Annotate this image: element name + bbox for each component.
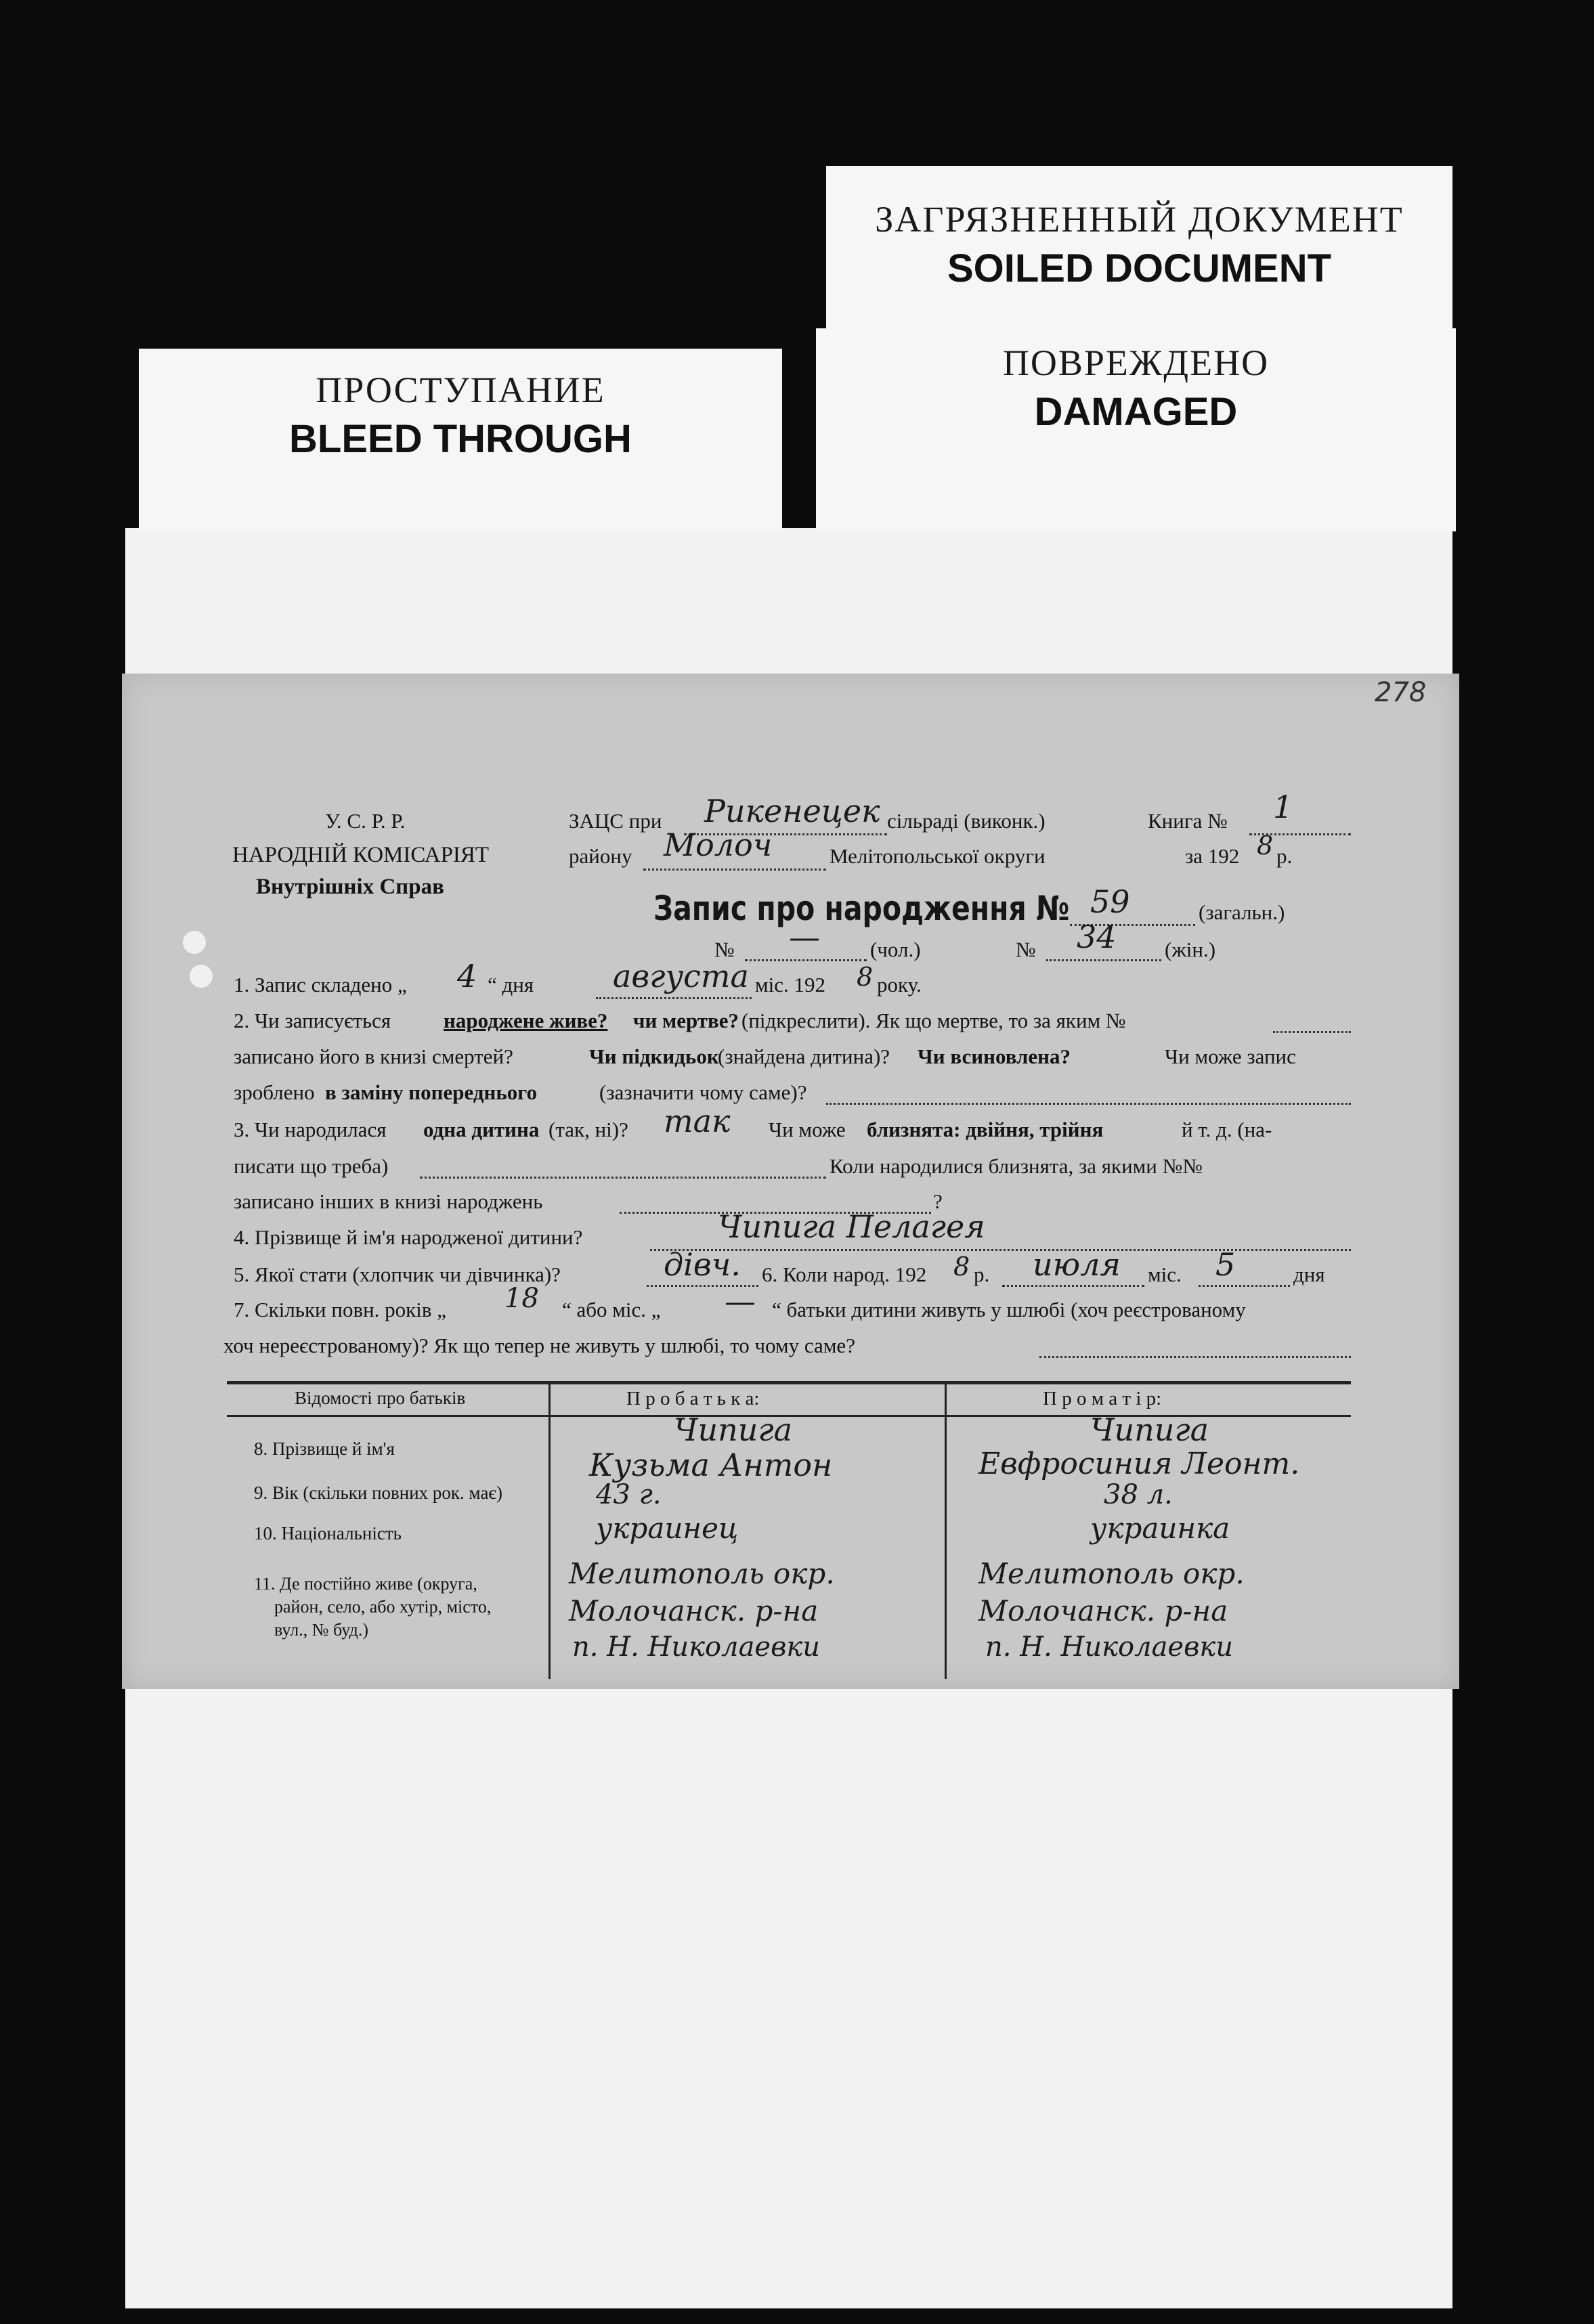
row4-text-c: (зазначити чому саме)? [599,1080,807,1104]
row9-day-line [1199,1285,1290,1287]
soiled-en-text: SOILED DOCUMENT [947,246,1332,290]
book-value: 1 [1273,789,1293,825]
birth-year: 8 [953,1252,970,1281]
district-suffix: Мелітопольської округи [830,844,1046,868]
row1-text-c: міс. 192 [755,973,825,996]
father-age: 43 г. [596,1479,662,1510]
book-label: Книга № [1148,809,1228,833]
table-row9-label: 9. Вік (скільки повних рок. має) [254,1483,503,1503]
row1-month: августа [613,958,749,994]
bleed-ru-text: ПРОСТУПАНИЕ [316,370,605,410]
soiled-ru-text: ЗАГРЯЗНЕННЫЙ ДОКУМЕНТ [875,199,1404,240]
row3-foundling: Чи підкидьок [589,1045,719,1068]
mother-address-1: Мелитополь окр. [978,1557,1245,1590]
punch-hole [183,931,206,954]
damaged-en-text: DAMAGED [1034,390,1238,434]
row4-replacement: в заміну попереднього [325,1080,538,1104]
year-suffix: р. [1276,844,1293,868]
row1-text-d: року. [877,973,922,996]
female-label: (жін.) [1165,938,1216,961]
department-header: Внутрішніх Справ [256,875,444,899]
commissariat-header: НАРОДНІЙ КОМІСАРІЯТ [232,843,490,867]
table-row11-label-a: 11. Де постійно живе (округа, [254,1574,477,1594]
row2-text-d: (підкреслити). Як що мертве, то за яким № [741,1009,1126,1032]
father-name: Кузьма Антон [589,1447,833,1483]
district-line [643,869,826,871]
zags-value: Рикенецек [704,793,880,829]
row8-line [650,1249,1351,1251]
father-address-1: Мелитополь окр. [569,1557,835,1590]
row2-line [1273,1031,1351,1033]
row6-text-a: писати що треба) [234,1154,389,1178]
row5-twins: близнята: двійня, трійня [867,1118,1104,1141]
row6-line [420,1177,826,1179]
row4-line [826,1103,1351,1105]
row11-line [1039,1356,1351,1358]
mother-address-2: Молочанск. р-на [978,1594,1228,1627]
child-sex: дівч. [664,1246,741,1283]
row9-text-e: дня [1293,1263,1325,1286]
row5-text-d: Чи може [769,1118,846,1141]
marriage-years: 18 [504,1283,539,1314]
male-value: — [789,919,820,955]
row11-text-a: хоч нереєстрованому)? Як що тепер не живуть у шлюбі, то чому саме? [223,1334,855,1357]
table-col-divider [945,1381,947,1679]
row9-text-b: 6. Коли народ. 192 [762,1263,927,1286]
row5-value: так [664,1103,731,1139]
row9-text-d: міс. [1148,1263,1182,1286]
row1-year: 8 [857,962,874,992]
row4-text-a: зроблено [234,1080,315,1104]
page-number: 278 [1375,677,1427,708]
ussr-header: У. С. Р. Р. [325,809,406,833]
child-name: Чипига Пелагея [718,1208,985,1245]
table-head-info: Відомості про батьків [295,1388,466,1408]
row10-text-b: “ або міс. „ [562,1298,661,1321]
female-line [1046,959,1161,961]
mother-address-3: п. Н. Николаевки [985,1631,1234,1663]
district-value: Молоч [664,827,773,863]
birth-month: июля [1033,1246,1121,1283]
row6-text-b: Коли народилися близнята, за якими №№ [830,1154,1203,1178]
row5-text-f: й т. д. (на- [1182,1118,1272,1141]
table-row11-label-b: район, село, або хутір, місто, [274,1597,492,1617]
row3-text-a: записано його в книзі смертей? [234,1045,513,1068]
table-row11-label-c: вул., № буд.) [274,1620,369,1640]
row7-text-b: ? [933,1189,943,1213]
row5-single: одна дитина [423,1118,540,1141]
record-number: 59 [1090,883,1130,920]
row9-month-line [1002,1285,1144,1287]
male-no-label: № [714,938,735,961]
damaged-label [816,328,1456,531]
row1-day: 4 [457,958,477,994]
mother-name: Евфросиния Леонт. [978,1447,1300,1481]
general-label: (загальн.) [1199,900,1285,924]
marriage-months: — [725,1283,756,1319]
row2-text-a: 2. Чи записується [234,1009,391,1032]
row9-text-a: 5. Якої стати (хлопчик чи дівчинка)? [234,1263,561,1286]
father-surname: Чипига [674,1411,793,1448]
bleed-en-text: BLEED THROUGH [289,417,632,461]
table-head-mother: П р о м а т і р: [1043,1388,1162,1409]
mother-surname: Чипига [1090,1411,1209,1448]
table-row8-label: 8. Прізвище й ім'я [254,1439,395,1459]
father-address-3: п. Н. Николаевки [572,1631,821,1663]
row5-text-c: (так, ні)? [548,1118,628,1141]
row2-alive: народжене живе? [444,1009,608,1032]
mother-nationality: украинка [1090,1512,1230,1545]
row5-text-a: 3. Чи народилася [234,1118,387,1141]
table-head-father: П р о б а т ь к а: [626,1388,760,1409]
birth-record-card [122,674,1459,1689]
male-line [745,959,867,961]
row1-text-b: “ дня [488,973,534,996]
row3-adopted: Чи всиновлена? [918,1045,1071,1068]
mother-age: 38 л. [1104,1479,1173,1510]
female-value: 34 [1077,919,1117,955]
zags-suffix: сільраді (виконк.) [887,809,1046,833]
row8-text-a: 4. Прізвище й ім'я народженої дитини? [234,1225,583,1249]
row3-text-c: (знайдена дитина)? [718,1045,890,1068]
table-top-border [227,1381,1351,1384]
birth-day: 5 [1215,1246,1236,1283]
district-prefix: району [569,844,632,868]
table-row10-label: 10. Національність [254,1523,402,1543]
male-label: (чол.) [870,938,921,961]
year-label: за 192 [1185,844,1240,868]
damaged-ru-text: ПОВРЕЖДЕНО [1002,343,1270,383]
zags-prefix: ЗАЦС при [569,809,662,833]
row10-text-c: “ батьки дитини живуть у шлюбі (хоч реєстрованому [772,1298,1246,1321]
record-title: Запис про народження № [653,889,1070,928]
female-no-label: № [1016,938,1036,961]
row1-text-a: 1. Запис складено „ [234,973,407,996]
punch-hole [190,965,213,988]
father-address-2: Молочанск. р-на [569,1594,819,1627]
father-nationality: украинец [596,1512,739,1545]
row7-text-a: записано інших в книзі народжень [234,1189,543,1213]
soiled-document-label [826,166,1452,328]
table-col-divider [548,1381,551,1679]
row2-dead: чи мертве? [633,1009,739,1032]
row1-month-line [596,997,752,999]
row10-text-a: 7. Скільки повн. років „ [234,1298,446,1321]
bleed-through-label [139,349,782,531]
row3-text-e: Чи може запис [1165,1045,1296,1068]
row9-text-c: р. [974,1263,990,1286]
year-value: 8 [1257,831,1274,860]
